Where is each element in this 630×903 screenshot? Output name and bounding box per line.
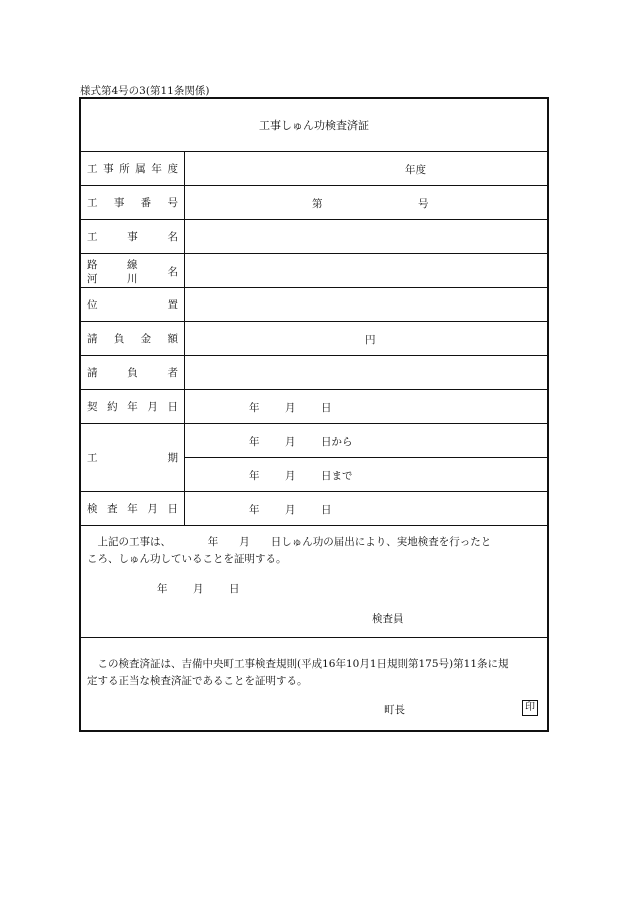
certificate-line-1: 上記の工事は、 年 月 日しゅん功の届出により、実地検査を行ったと (97, 536, 492, 548)
label-amount: 請 負 金 額 (81, 322, 185, 355)
value-amount[interactable] (185, 322, 547, 355)
mayor-certification-section (81, 638, 547, 732)
label-work-number: 工 事 番 号 (81, 186, 185, 219)
seal-mark: 印 (522, 700, 538, 716)
amount-unit: 円 (365, 334, 376, 346)
value-term-to[interactable]: 年 月 日まで (249, 470, 353, 482)
form-reference: 様式第4号の3(第11条関係) (80, 85, 210, 97)
certificate-date-year: 年 (157, 583, 168, 595)
row-work-name (81, 220, 547, 254)
inspector-label: 検査員 (372, 613, 404, 625)
work-number-prefix: 第 (312, 198, 323, 210)
work-number-suffix: 号 (418, 198, 429, 210)
row-inspection-date (81, 492, 547, 526)
row-contract-date (81, 390, 547, 424)
row-term (81, 424, 547, 492)
label-contract-date: 契 約 年 月 日 (81, 390, 185, 423)
label-work-name: 工 事 名 (81, 220, 185, 253)
label-route-river: 路 線 河 川 名 (81, 254, 185, 287)
value-location[interactable] (185, 288, 547, 321)
value-work-number[interactable] (185, 186, 547, 219)
label-fiscal-year: 工 事 所 属 年 度 (81, 152, 185, 185)
label-inspection-date: 検 査 年 月 日 (81, 492, 185, 525)
value-fiscal-year[interactable] (185, 152, 547, 185)
row-route-river (81, 254, 547, 288)
mayor-label: 町長 (384, 704, 405, 716)
fiscal-year-unit: 年度 (405, 164, 426, 176)
certificate-line-2: ころ、しゅん功していることを証明する。 (87, 553, 287, 565)
row-work-number (81, 186, 547, 220)
row-amount (81, 322, 547, 356)
value-contract-date[interactable]: 年 月 日 (249, 402, 332, 414)
row-location (81, 288, 547, 322)
certificate-date-day: 日 (229, 583, 240, 595)
value-term-from[interactable]: 年 月 日から (249, 436, 353, 448)
mayor-line-1: この検査済証は、吉備中央町工事検査規則(平成16年10月1日規則第175号)第11条に規 (97, 658, 509, 670)
certificate-date-month: 月 (193, 583, 204, 595)
document-title: 工事しゅん功検査済証 (81, 99, 547, 152)
label-contractor: 請 負 者 (81, 356, 185, 389)
value-work-name[interactable] (185, 220, 547, 253)
certificate-frame (79, 97, 549, 732)
inspection-certificate-section (81, 526, 547, 638)
value-inspection-date[interactable]: 年 月 日 (249, 504, 332, 516)
label-location: 位 置 (81, 288, 185, 321)
row-contractor (81, 356, 547, 390)
mayor-line-2: 定する正当な検査済証であることを証明する。 (87, 675, 308, 687)
value-contractor[interactable] (185, 356, 547, 389)
row-fiscal-year (81, 152, 547, 186)
label-term: 工 期 (81, 424, 185, 491)
value-route-river[interactable] (185, 254, 547, 287)
